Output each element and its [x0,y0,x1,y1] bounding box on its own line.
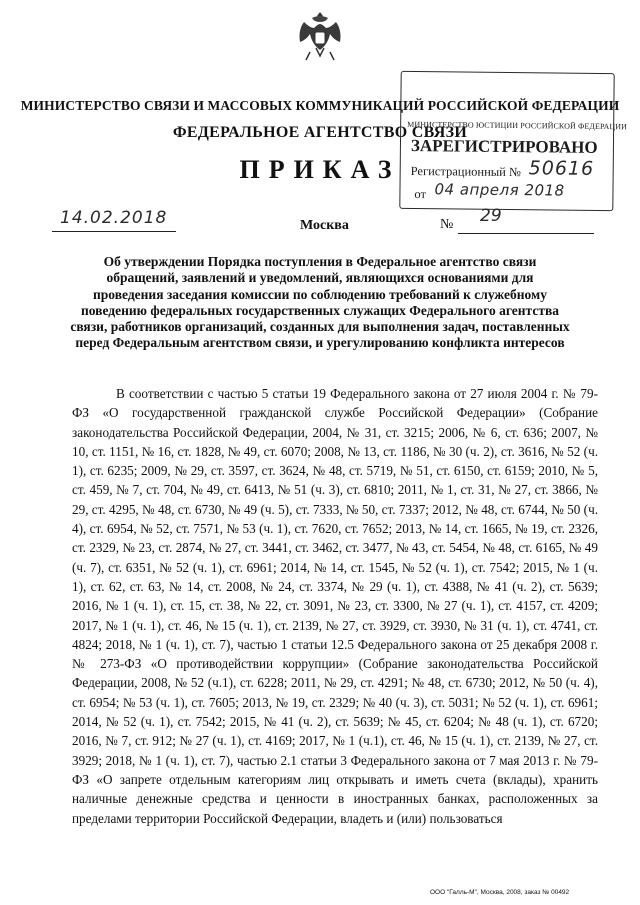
order-date: 14.02.2018 [60,208,168,228]
number-label: № [440,217,454,232]
stamp-ministry: МИНИСТЕРСТВО ЮСТИЦИИ РОССИЙСКОЙ ФЕДЕРАЦИИ [407,119,628,132]
printer-footer: ООО "Галль-М", Москва, 2008, заказ № 00492 [430,889,570,896]
stamp-reg-date: 04 апреля 2018 [434,180,565,200]
document-type: ПРИКАЗ [239,155,401,184]
ministry-name: МИНИСТЕРСТВО СВЯЗИ И МАССОВЫХ КОММУНИКАЦИЙ РОССИЙСКОЙ ФЕДЕРАЦИИ [20,98,620,113]
document-body [72,384,598,828]
coat-of-arms-icon [294,8,346,64]
stamp-reg-label: Регистрационный № [410,163,522,180]
date-underline [52,231,176,232]
document-title: Об утверждении Порядка поступления в Федеральное агентство связи обращений, заявлений и уведомлений, являющихся основаниями для проведения заседания комиссии по соблюдению требований к служебному поведению федеральных государственных служащих Федерального агентства связи, работников организаций, созданных для выполнения задач, поставленных перед Федеральным агентством связи, и урегулированию конфликта интересов [70,254,570,351]
city: Москва [300,218,349,233]
number-underline [458,233,594,234]
stamp-status: ЗАРЕГИСТРИРОВАНО [410,135,598,157]
stamp-reg-number: 50616 [528,157,595,180]
order-number: 29 [480,206,502,226]
stamp-date-prefix: от [414,187,427,202]
registration-stamp [399,71,628,211]
agency-name: ФЕДЕРАЛЬНОЕ АГЕНТСТВО СВЯЗИ [172,124,468,141]
body-paragraph: В соответствии с частью 5 статьи 19 Федерального закона от 27 июля 2004 г. № 79-ФЗ «О государственной гражданской службе Российской Федерации» (Собрание законодательства Российской Федерации, 2004, № 31, ст. 3215; 2006, № 6, ст. 636; 2007, № 10, ст. 1151, № 16, ст. 1828, № 49, ст. 6070; 2008, № 13, ст. 1186, № 30 (ч. 2), ст. 3616, № 52 (ч. 1), ст. 6235; 2009, № 29, ст. 3597, ст. 3624, № 48, ст. 5719, № 51, ст. 6150, ст. 6159; 2010, № 5, ст. 459, № 7, ст. 704, № 49, ст. 6413, № 51 (ч. 3), ст. 6810; 2011, № 1, ст. 31, № 27, ст. 3866, № 29, ст. 4295, № 48, ст. 6730, № 49 (ч. 5), ст. 7333, № 50, ст. 7337; 2012, № 48, ст. 6744, № 50 (ч. 4), ст. 6954, № 52, ст. 7571, № 53 (ч. 1), ст. 7620, ст. 7652; 2013, № 14, ст. 1665, № 19, ст. 2326, ст. 2329, № 23, ст. 2874, № 27, ст. 3441, ст. 3462, ст. 3477, № 43, ст. 5454, № 48, ст. 6165, № 49 (ч. 7), ст. 6351, № 52 (ч. 1), ст. 6961; 2014, № 14, ст. 1545, № 52 (ч. 1), ст. 7542; 2015, № 1 (ч. 1), ст. 62, ст. 63, № 14, ст. 2008, № 24, ст. 3374, № 29 (ч. 1), ст. 4388, № 41 (ч. 2), ст. 5639; 2016, № 1 (ч. 1), ст. 15, ст. 38, № 22, ст. 3091, № 23, ст. 3300, № 27 (ч. 1), ст. 4157, ст. 4209; 2017, № 1 (ч. 1), ст. 46, № 15 (ч. 1), ст. 2139, № 27, ст. 3929, ст. 3930, № 31 (ч. 1), ст. 4741, ст. 4824; 2018, № 1 (ч. 1), ст. 7), частью 1 статьи 12.5 Федерального закона от 25 декабря 2008 г. № 273-ФЗ «О противодействии коррупции» (Собрание законодательства Российской Федерации, 2008, № 52 (ч.1), ст. 6228; 2011, № 29, ст. 4291; № 48, ст. 6730; 2012, № 50 (ч. 4), ст. 6954; № 53 (ч. 1), ст. 7605; 2013, № 19, ст. 2329; № 40 (ч. 3), ст. 5031; № 52 (ч. 1), ст. 6961; 2014, № 52 (ч. 1), ст. 7542; 2015, № 41 (ч. 2), ст. 5639; № 45, ст. 6204; № 48 (ч. 1), ст. 6720; 2016, № 7, ст. 912; № 27 (ч. 1), ст. 4169; 2017, № 1 (ч.1), ст. 46, № 15 (ч. 1), ст. 2139, № 27, ст. 3929; 2018, № 1 (ч. 1), ст. 7), частью 2.1 статьи 3 Федерального закона от 7 мая 2013 г. № 79-ФЗ «О запрете отдельным категориям лиц открывать и иметь счета (вклады), хранить наличные денежные средства и ценности в иностранных банках, расположенных за пределами территории Российской Федерации, владеть и (или) пользоваться [72,386,598,826]
